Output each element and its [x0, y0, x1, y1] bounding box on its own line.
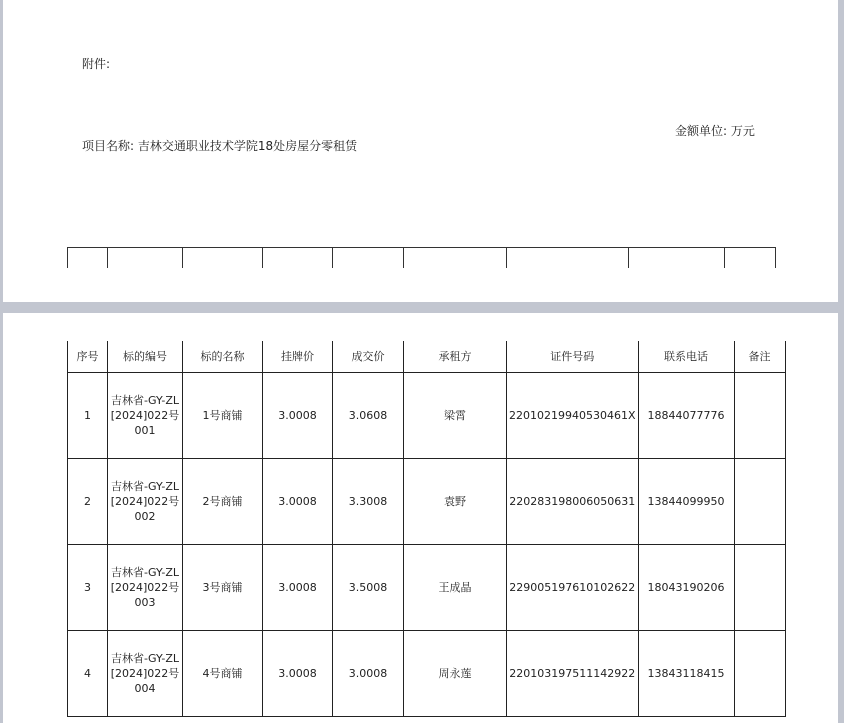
cell-name: 3号商铺 [183, 545, 263, 631]
cell-note [734, 459, 785, 545]
project-name: 项目名称: 吉林交通职业技术学院18处房屋分零租赁 [82, 139, 358, 153]
cell-lessee: 梁霄 [404, 373, 507, 459]
cell-code: 吉林省-GY-ZL[2024]022号002 [108, 459, 183, 545]
cell-code: 吉林省-GY-ZL[2024]022号004 [108, 631, 183, 717]
cell-lessee: 周永莲 [404, 631, 507, 717]
attachment-label: 附件: [82, 57, 111, 71]
cell-lessee: 袁野 [404, 459, 507, 545]
cell-code: 吉林省-GY-ZL[2024]022号001 [108, 373, 183, 459]
cell-list-price: 3.0008 [263, 373, 333, 459]
table-row [68, 545, 786, 631]
cell-no: 1 [68, 373, 108, 459]
table-header-row [68, 341, 786, 373]
cell-list-price: 3.0008 [263, 631, 333, 717]
table-row [68, 459, 786, 545]
document-page-1 [3, 0, 838, 302]
cell-phone: 18844077776 [638, 373, 734, 459]
cell-deal-price: 3.3008 [333, 459, 404, 545]
col-header-note: 备注 [734, 341, 785, 373]
cell-no: 4 [68, 631, 108, 717]
cell-no: 3 [68, 545, 108, 631]
document-page-2 [3, 313, 838, 723]
cell-no: 2 [68, 459, 108, 545]
lease-table [67, 341, 786, 717]
table-row [68, 631, 786, 717]
cell-list-price: 3.0008 [263, 459, 333, 545]
cell-phone: 13844099950 [638, 459, 734, 545]
table-row [68, 373, 786, 459]
cell-note [734, 631, 785, 717]
cell-phone: 18043190206 [638, 545, 734, 631]
cell-deal-price: 3.0008 [333, 631, 404, 717]
cell-id-no: 22010219940530461X [507, 373, 639, 459]
cell-name: 2号商铺 [183, 459, 263, 545]
cell-lessee: 王成晶 [404, 545, 507, 631]
col-header-id-no: 证件号码 [507, 341, 639, 373]
table-top-edge [67, 247, 776, 268]
col-header-name: 标的名称 [183, 341, 263, 373]
cell-phone: 13843118415 [638, 631, 734, 717]
cell-deal-price: 3.5008 [333, 545, 404, 631]
col-header-list-price: 挂牌价 [263, 341, 333, 373]
cell-note [734, 545, 785, 631]
col-header-deal-price: 成交价 [333, 341, 404, 373]
cell-code: 吉林省-GY-ZL[2024]022号003 [108, 545, 183, 631]
amount-unit: 金额单位: 万元 [675, 124, 755, 138]
cell-list-price: 3.0008 [263, 545, 333, 631]
col-header-code: 标的编号 [108, 341, 183, 373]
cell-id-no: 220283198006050631 [507, 459, 639, 545]
cell-deal-price: 3.0608 [333, 373, 404, 459]
cell-note [734, 373, 785, 459]
cell-name: 4号商铺 [183, 631, 263, 717]
cell-id-no: 229005197610102622 [507, 545, 639, 631]
col-header-lessee: 承租方 [404, 341, 507, 373]
col-header-no: 序号 [68, 341, 108, 373]
col-header-phone: 联系电话 [638, 341, 734, 373]
cell-name: 1号商铺 [183, 373, 263, 459]
cell-id-no: 220103197511142922 [507, 631, 639, 717]
